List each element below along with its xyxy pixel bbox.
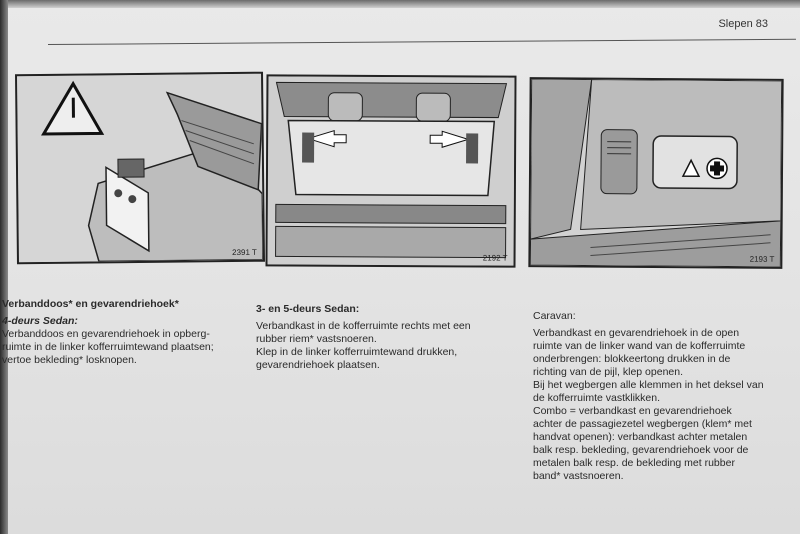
headrest-right — [416, 93, 450, 121]
col2-line: Verbandkast in de kofferruimte rechts met een — [256, 320, 471, 332]
col-4-door-sedan — [2, 298, 242, 367]
col3-line: richting van de pijl, klep openen. — [533, 366, 684, 378]
page-top-shadow — [0, 0, 800, 8]
col3-line: onderbrengen: blokkeertong drukken in de — [533, 353, 731, 365]
col3-line: ruimte van de linker wand van de kofferruimte — [533, 340, 746, 352]
col1-line: vertoe bekleding* losknopen. — [2, 354, 137, 366]
page-header: Slepen 83 — [718, 18, 768, 30]
figure-number: 2192 T — [482, 253, 508, 263]
col1-subheading: 4-deurs Sedan: — [2, 315, 78, 327]
col2-line: gevarendriehoek plaatsen. — [256, 359, 380, 371]
vent-panel — [601, 130, 637, 194]
figure-number: 2193 T — [749, 254, 775, 264]
figure-caravan-illustration — [530, 79, 781, 267]
col-3-5-door-sedan — [256, 303, 506, 372]
col2-line: Klep in de linker kofferruimtewand drukken, — [256, 346, 458, 358]
header-rule — [48, 39, 796, 45]
col3-line: achter de passagiezetel wegbergen (klem* met — [533, 418, 752, 430]
col2-line: rubber riem* vastsnoeren. — [256, 333, 377, 345]
figure-sedan-4door — [15, 72, 265, 265]
col3-heading: Caravan: — [533, 310, 576, 322]
figure-sedan-4door-illustration — [17, 74, 263, 263]
col2-heading: 3- en 5-deurs Sedan: — [256, 303, 360, 315]
col3-line: Bij het wegbergen alle klemmen in het deksel van — [533, 379, 764, 391]
headrest-left — [328, 93, 362, 121]
book-spine — [0, 0, 8, 534]
col1-heading: Verbanddoos* en gevarendriehoek* — [2, 298, 179, 310]
figure-sedan-3-5door — [265, 74, 516, 267]
col3-line: handvat openen): verbandkast achter metalen — [533, 431, 748, 443]
col-caravan — [533, 310, 798, 483]
col3-line: balk resp. bekleding, gevarendriehoek voor de — [533, 444, 749, 456]
figure-caravan — [528, 77, 783, 269]
col3-line: de kofferruimte vastklikken. — [533, 392, 661, 404]
col1-line: Verbanddoos en gevarendriehoek in opberg- — [2, 328, 210, 340]
col3-line: Verbandkast en gevarendriehoek in de open — [533, 327, 740, 339]
col3-line: Combo = verbandkast en gevarendriehoek — [533, 405, 732, 417]
figure-sedan-3-5door-illustration — [268, 76, 515, 265]
col3-line: band* vastsnoeren. — [533, 470, 624, 482]
col1-line: ruimte in de linker kofferruimtewand plaatsen; — [2, 341, 214, 353]
figure-number: 2391 T — [232, 247, 257, 258]
col3-line: metalen balk resp. de bekleding met rubber — [533, 457, 735, 469]
